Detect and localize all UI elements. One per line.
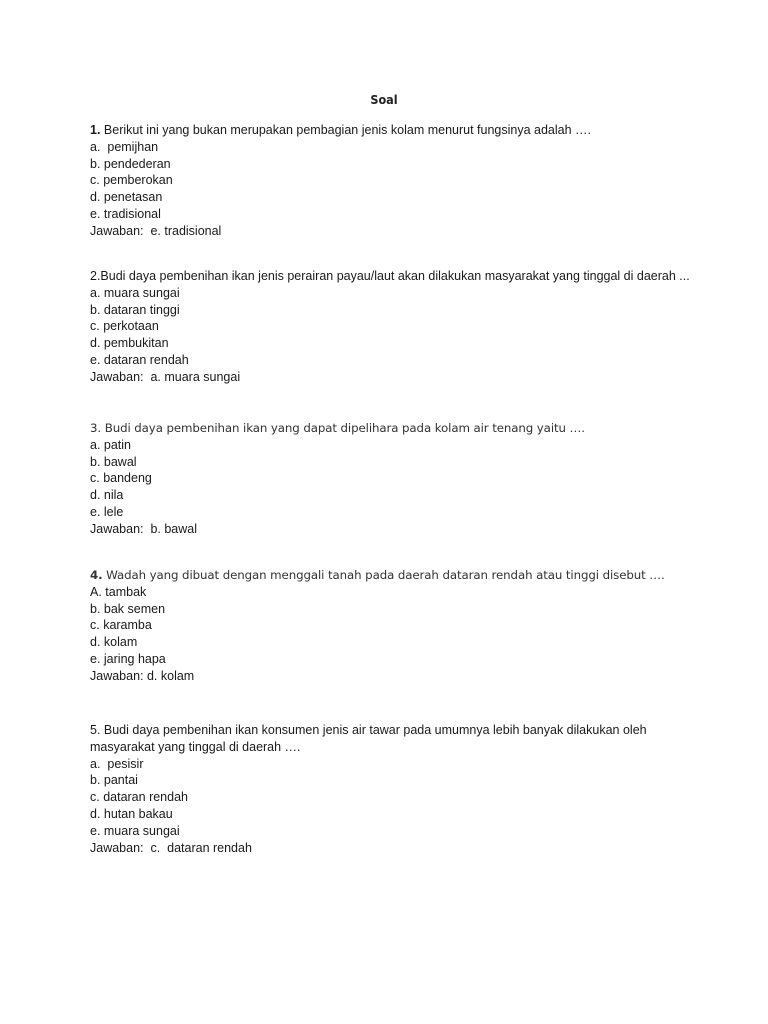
option-c: c. karamba (90, 618, 152, 633)
question-text (90, 268, 690, 285)
question-body: 2.Budi daya pembenihan ikan jenis perairan payau/laut akan dilakukan masyarakat yang tinggal di daerah ... (90, 269, 690, 283)
option-b: b. dataran tinggi (90, 302, 180, 317)
question-body: 3. Budi daya pembenihan ikan yang dapat dipelihara pada kolam air tenang yaitu …. (90, 421, 585, 435)
question-body: 5. Budi daya pembenihan ikan konsumen jenis air tawar pada umumnya lebih banyak dilakukan oleh masyarakat yang tinggal di daerah …. (90, 723, 647, 754)
option-b: b. bawal (90, 454, 137, 469)
option-d: d. kolam (90, 635, 138, 650)
option-a: A. tambak (90, 584, 147, 599)
answer: Jawaban: c. dataran rendah (90, 840, 252, 855)
question-3 (90, 420, 690, 538)
question-number: 1. (90, 123, 101, 137)
option-c: c. pemberokan (90, 173, 173, 188)
question-body: Wadah yang dibuat dengan menggali tanah pada daerah dataran rendah atau tinggi disebut …. (102, 568, 665, 582)
option-e: e. lele (90, 504, 124, 519)
option-b: b. pendederan (90, 156, 171, 171)
option-a: a. pemijhan (90, 139, 159, 154)
option-c: c. dataran rendah (90, 790, 188, 805)
option-d: d. hutan bakau (90, 806, 173, 821)
option-e: e. jaring hapa (90, 651, 166, 666)
option-d: d. pembukitan (90, 336, 169, 351)
question-text (90, 420, 690, 437)
option-a: a. patin (90, 437, 132, 452)
question-2 (90, 268, 690, 386)
answer: Jawaban: b. bawal (90, 521, 198, 536)
option-e: e. muara sungai (90, 823, 180, 838)
question-number: 4. (90, 568, 103, 582)
option-c: c. perkotaan (90, 319, 159, 334)
answer: Jawaban: e. tradisional (90, 223, 222, 238)
answer: Jawaban: a. muara sungai (90, 369, 241, 384)
option-a: a. muara sungai (90, 285, 180, 300)
option-e: e. tradisional (90, 206, 161, 221)
option-a: a. pesisir (90, 756, 144, 771)
page-title: Soal (370, 92, 398, 107)
question-1 (90, 122, 690, 240)
question-5 (90, 722, 690, 856)
option-c: c. bandeng (90, 471, 152, 486)
question-text (90, 722, 690, 756)
question-text (90, 567, 690, 584)
option-b: b. bak semen (90, 601, 166, 616)
question-4 (90, 567, 690, 685)
answer: Jawaban: d. kolam (90, 668, 195, 683)
option-d: d. penetasan (90, 190, 163, 205)
question-body: Berikut ini yang bukan merupakan pembagian jenis kolam menurut fungsinya adalah …. (100, 123, 592, 137)
question-text (90, 122, 690, 139)
option-d: d. nila (90, 488, 124, 503)
option-b: b. pantai (90, 773, 138, 788)
option-e: e. dataran rendah (90, 352, 189, 367)
